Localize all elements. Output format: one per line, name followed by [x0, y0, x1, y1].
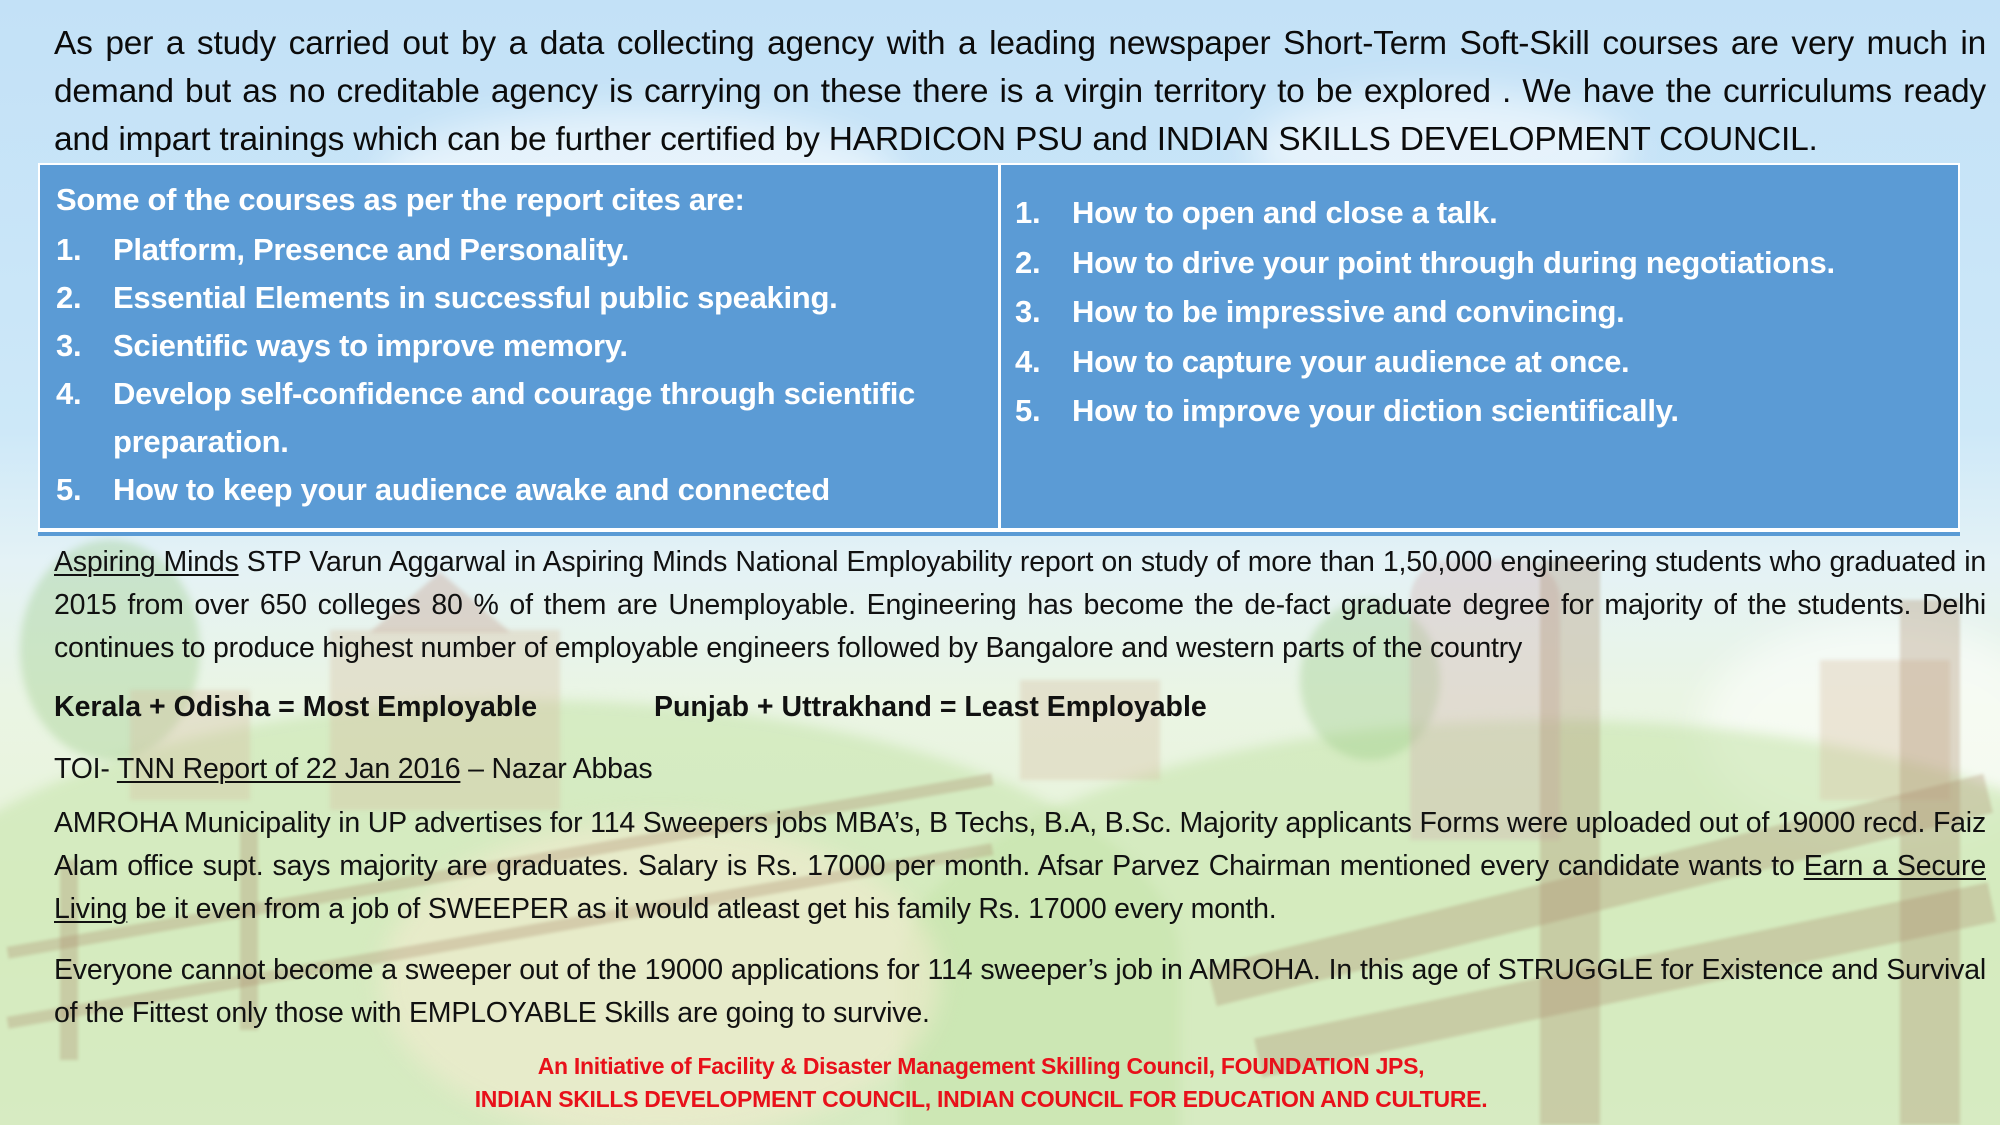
course-number: 4.	[56, 376, 82, 411]
course-item	[56, 226, 998, 274]
aspiring-minds-text: STP Varun Aggarwal in Aspiring Minds National Employability report on study of more than 1,50,000 engineering students who graduated in 2015 from over 650 colleges 80 % of them are Unemployable. Engineering has become the de-fact graduate degree for majority of the students. Delhi continues to produce highest number of employable engineers followed by Bangalore and western parts of the country	[54, 546, 1987, 664]
course-item	[1015, 287, 1958, 337]
course-text: Scientific ways to improve memory.	[113, 328, 628, 363]
course-number: 3.	[1015, 294, 1041, 329]
secure-living-link[interactable]: Earn a Secure Living	[54, 850, 1986, 925]
course-item	[56, 274, 998, 322]
course-item	[1015, 238, 1958, 288]
most-employable: Kerala + Odisha = Most Employable	[54, 691, 538, 723]
conclusion-paragraph: Everyone cannot become a sweeper out of the 19000 applications for 114 sweeper’s job in AMROHA. In this age of STRUGGLE for Existence and Survival of the Fittest only those with EMPLOYABLE Skills are going to survive.	[54, 954, 1986, 1029]
course-item	[56, 370, 998, 466]
amroha-text-after: be it even from a job of SWEEPER as it would atleast get his family Rs. 17000 every month.	[127, 893, 1277, 925]
courses-column-left	[38, 165, 998, 528]
courses-list-right	[1015, 188, 1958, 436]
course-text: Platform, Presence and Personality.	[113, 232, 630, 267]
course-number: 5.	[56, 472, 82, 507]
course-number: 5.	[1015, 393, 1041, 428]
course-number: 2.	[1015, 244, 1041, 280]
course-number: 1.	[56, 232, 82, 267]
course-item	[1015, 337, 1958, 387]
course-item	[1015, 188, 1958, 238]
employability-summary	[54, 688, 1207, 726]
tnn-report-link[interactable]: TNN Report of 22 Jan 2016	[116, 753, 461, 785]
course-number: 1.	[1015, 195, 1041, 230]
course-number: 2.	[56, 280, 82, 315]
courses-table	[38, 163, 1960, 528]
toi-author: – Nazar Abbas	[460, 753, 653, 785]
course-item	[56, 322, 998, 370]
course-item	[56, 466, 998, 514]
footer-line-1: An Initiative of Facility & Disaster Management Skilling Council, FOUNDATION JPS,	[537, 1053, 1425, 1079]
course-item	[1015, 386, 1958, 436]
courses-heading: Some of the courses as per the report cites are:	[56, 182, 745, 217]
aspiring-minds-link[interactable]: Aspiring Minds	[54, 546, 239, 578]
table-divider	[38, 528, 1960, 532]
amroha-text-before: AMROHA Municipality in UP advertises for 114 Sweepers jobs MBA’s, B Techs, B.A, B.Sc. Majority applicants Forms were uploaded out of 19000 recd. Faiz Alam office supt. says majority are graduates. Salary is Rs. 17000 per month. Afsar Parvez Chairman mentioned every candidate wants to	[54, 807, 1986, 882]
course-text: How to be impressive and convincing.	[1072, 294, 1625, 329]
course-text: How to capture your audience at once.	[1072, 343, 1630, 379]
courses-column-right	[998, 165, 1960, 528]
course-number: 3.	[56, 328, 82, 363]
toi-prefix: TOI-	[54, 753, 117, 785]
course-text: Essential Elements in successful public speaking.	[113, 280, 838, 315]
course-text: How to improve your diction scientifically.	[1072, 393, 1679, 428]
intro-paragraph: As per a study carried out by a data collecting agency with a leading newspaper Short-Term Soft-Skill courses are very much in demand but as no creditable agency is carrying on these there is a virgin territory to be explored . We have the curriculums ready and impart trainings which can be further certified by HARDICON PSU and INDIAN SKILLS DEVELOPMENT COUNCIL.	[54, 25, 1986, 158]
course-number: 4.	[1015, 343, 1041, 379]
course-text: How to keep your audience awake and connected	[113, 472, 830, 507]
courses-list-left	[56, 226, 998, 514]
footer-line-2: INDIAN SKILLS DEVELOPMENT COUNCIL, INDIAN COUNCIL FOR EDUCATION AND CULTURE.	[474, 1086, 1488, 1112]
course-text: How to open and close a talk.	[1072, 195, 1498, 230]
toi-source-line	[54, 748, 1986, 791]
course-text: Develop self-confidence and courage through scientific preparation.	[113, 376, 916, 459]
aspiring-minds-paragraph	[54, 541, 1986, 670]
least-employable: Punjab + Uttrakhand = Least Employable	[654, 691, 1207, 723]
initiative-footer	[0, 1050, 1962, 1116]
amroha-paragraph	[54, 802, 1986, 931]
course-text: How to drive your point through during negotiations.	[1072, 244, 1835, 280]
